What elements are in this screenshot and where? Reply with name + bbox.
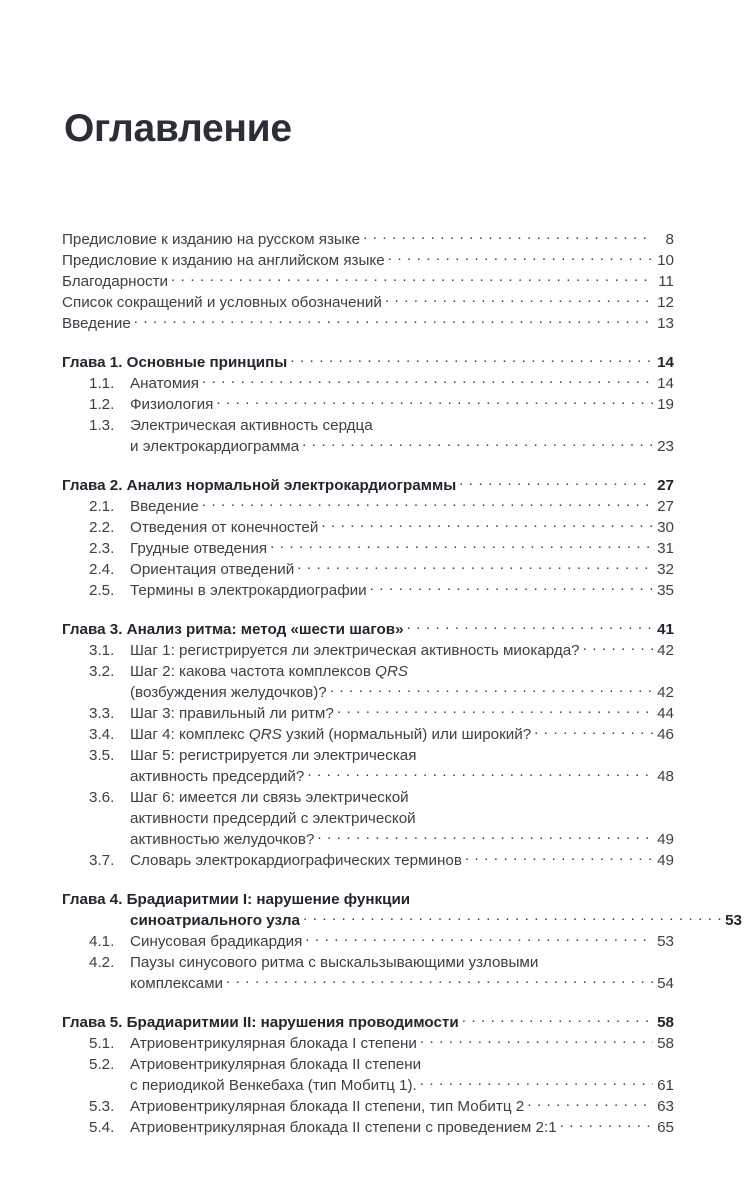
entry-number: 3.4.	[89, 726, 115, 743]
toc-entry[interactable]	[62, 517, 674, 538]
toc-entry[interactable]	[62, 1054, 674, 1075]
chapter-block	[62, 1012, 674, 1138]
dot-leader	[459, 475, 653, 490]
entry-number: 2.2.	[89, 519, 115, 536]
toc-entry[interactable]	[62, 580, 674, 601]
dot-leader	[527, 1096, 653, 1111]
entry-title: Список сокращений и условных обозначений	[62, 294, 382, 311]
dot-leader	[303, 910, 721, 925]
dot-leader	[370, 580, 653, 595]
toc-entry[interactable]	[62, 373, 674, 394]
entry-title: Шаг 5: регистрируется ли электрическая	[130, 747, 417, 764]
page-number[interactable]: 41	[657, 621, 674, 638]
entry-title: (возбуждения желудочков)?	[130, 684, 327, 701]
entry-number: 2.1.	[89, 498, 115, 515]
entry-number: 3.7.	[89, 852, 115, 869]
entry-number: 2.5.	[89, 582, 115, 599]
entry-title: и электрокардиограмма	[130, 438, 300, 455]
page-number[interactable]: 65	[657, 1119, 674, 1136]
page-number[interactable]: 61	[657, 1077, 674, 1094]
page-number[interactable]: 49	[657, 831, 674, 848]
entry-number: 5.4.	[89, 1119, 115, 1136]
dot-leader	[290, 352, 653, 367]
page-number[interactable]: 14	[657, 354, 674, 371]
entry-title: Атриовентрикулярная блокада I степени	[130, 1035, 417, 1052]
chapter-title-line[interactable]	[62, 1012, 674, 1033]
entry-title: Шаг 1: регистрируется ли электрическая активность миокарда?	[130, 642, 580, 659]
entry-title: Анатомия	[130, 375, 200, 392]
entry-number: 5.2.	[89, 1056, 115, 1073]
entry-title: активность предсердий?	[130, 768, 305, 785]
entry-number: 1.3.	[89, 417, 115, 434]
entry-title: Введение	[62, 315, 131, 332]
dot-leader	[388, 250, 653, 265]
entry-title: Атриовентрикулярная блокада II степени	[130, 1056, 422, 1073]
chapter-block	[62, 889, 742, 994]
page-number[interactable]: 54	[657, 975, 674, 992]
dot-leader	[385, 292, 653, 307]
dot-leader	[330, 682, 653, 697]
page-number[interactable]: 53	[725, 912, 742, 929]
entry-title: Грудные отведения	[130, 540, 268, 557]
chapter-block	[62, 475, 674, 601]
entry-title: Шаг 2: какова частота комплексов QRS	[130, 663, 409, 680]
toc-entry[interactable]	[62, 640, 674, 661]
toc-entry[interactable]	[62, 703, 674, 724]
chapter-title: Глава 5. Брадиаритмии II: нарушения проводимости	[62, 1014, 459, 1031]
chapter-title: синоатриального узла	[130, 912, 300, 929]
front-matter-list	[62, 229, 674, 334]
entry-number: 3.6.	[89, 789, 115, 806]
page-number[interactable]: 32	[657, 561, 674, 578]
toc-entry[interactable]	[62, 415, 674, 436]
chapter-title-line[interactable]	[62, 475, 674, 496]
page-number[interactable]: 42	[657, 642, 674, 659]
page-number[interactable]: 42	[657, 684, 674, 701]
dot-leader	[420, 1075, 653, 1090]
page-number[interactable]: 19	[657, 396, 674, 413]
toc-entry[interactable]	[62, 724, 674, 745]
page-number[interactable]: 13	[657, 315, 674, 332]
dot-leader	[560, 1117, 653, 1132]
entry-number: 1.2.	[89, 396, 115, 413]
page-number[interactable]: 49	[657, 852, 674, 869]
chapter-list	[62, 352, 742, 1138]
page-number[interactable]: 8	[665, 231, 674, 248]
entry-title: Термины в электрокардиографии	[130, 582, 367, 599]
chapter-title-continuation[interactable]	[62, 910, 742, 931]
page-number[interactable]: 27	[657, 477, 674, 494]
toc-entry-front[interactable]	[62, 229, 674, 250]
entry-title: Физиология	[130, 396, 214, 413]
page-number[interactable]: 44	[657, 705, 674, 722]
dot-leader	[270, 538, 653, 553]
entry-number: 2.3.	[89, 540, 115, 557]
entry-title: Отведения от конечностей	[130, 519, 319, 536]
toc-entry-continuation[interactable]	[62, 682, 674, 703]
toc-entry[interactable]	[62, 1096, 674, 1117]
dot-leader	[202, 496, 653, 511]
toc-entry[interactable]	[62, 661, 674, 682]
entry-title: Атриовентрикулярная блокада II степени, тип Мобитц 2	[130, 1098, 525, 1115]
dot-leader	[171, 271, 653, 286]
entry-title: Предисловие к изданию на русском языке	[62, 231, 361, 248]
dot-leader	[134, 313, 653, 328]
page-number[interactable]: 23	[657, 438, 674, 455]
italic-term: QRS	[375, 663, 409, 680]
chapter-title-line[interactable]	[62, 619, 674, 640]
entry-title: активности предсердий с электрической	[130, 810, 416, 827]
page-number[interactable]: 58	[657, 1035, 674, 1052]
page-number[interactable]: 48	[657, 768, 674, 785]
chapter-block	[62, 352, 674, 457]
entry-title: Ориентация отведений	[130, 561, 295, 578]
dot-leader	[337, 703, 653, 718]
toc-entry-continuation[interactable]	[62, 829, 674, 850]
dot-leader	[407, 619, 653, 634]
page-number[interactable]: 11	[658, 273, 674, 290]
page-title: Оглавление	[64, 107, 292, 150]
toc-entry[interactable]	[62, 559, 674, 580]
entry-number: 1.1.	[89, 375, 115, 392]
page-number[interactable]: 46	[657, 726, 674, 743]
chapter-title: Глава 3. Анализ ритма: метод «шести шагов»	[62, 621, 404, 638]
entry-title: Введение	[130, 498, 199, 515]
toc-entry-continuation[interactable]	[62, 1075, 674, 1096]
entry-title: комплексами	[130, 975, 224, 992]
chapter-title-line[interactable]	[62, 889, 674, 910]
toc-entry-front[interactable]	[62, 271, 674, 292]
toc-entry[interactable]	[62, 496, 674, 517]
table-of-contents	[62, 229, 742, 1138]
page-number[interactable]: 35	[657, 582, 674, 599]
toc-entry[interactable]	[62, 787, 674, 808]
entry-number: 3.3.	[89, 705, 115, 722]
chapter-title: Глава 2. Анализ нормальной электрокардиограммы	[62, 477, 457, 494]
toc-entry-front[interactable]	[62, 250, 674, 271]
entry-number: 5.1.	[89, 1035, 115, 1052]
toc-entry[interactable]	[62, 538, 674, 559]
toc-entry-continuation[interactable]	[62, 436, 674, 457]
toc-entry[interactable]	[62, 931, 674, 952]
dot-leader	[321, 517, 653, 532]
page-number[interactable]: 12	[657, 294, 674, 311]
toc-entry[interactable]	[62, 394, 674, 415]
entry-number: 4.1.	[89, 933, 115, 950]
dot-leader	[202, 373, 653, 388]
entry-title: с периодикой Венкебаха (тип Мобитц 1).	[130, 1077, 417, 1094]
entry-title: Паузы синусового ритма с выскальзывающими узловыми	[130, 954, 539, 971]
toc-entry-front[interactable]	[62, 313, 674, 334]
page-number[interactable]: 10	[657, 252, 674, 269]
entry-number: 3.5.	[89, 747, 115, 764]
toc-entry-continuation[interactable]	[62, 808, 674, 829]
dot-leader	[226, 973, 653, 988]
page-number[interactable]: 30	[657, 519, 674, 536]
chapter-title-line[interactable]	[62, 352, 674, 373]
toc-entry-continuation[interactable]	[62, 973, 674, 994]
toc-entry[interactable]	[62, 1033, 674, 1054]
chapter-title: Глава 1. Основные принципы	[62, 354, 288, 371]
toc-entry[interactable]	[62, 850, 674, 871]
entry-number: 3.1.	[89, 642, 115, 659]
entry-title: Электрическая активность сердца	[130, 417, 373, 434]
entry-title: Атриовентрикулярная блокада II степени с проведением 2:1	[130, 1119, 557, 1136]
dot-leader	[302, 436, 653, 451]
entry-title: Благодарности	[62, 273, 169, 290]
toc-entry-continuation[interactable]	[62, 766, 674, 787]
toc-entry[interactable]	[62, 952, 674, 973]
entry-title: Словарь электрокардиографических терминов	[130, 852, 462, 869]
page-number[interactable]: 31	[657, 540, 674, 557]
toc-entry[interactable]	[62, 1117, 674, 1138]
page-number[interactable]: 14	[657, 375, 674, 392]
dot-leader	[420, 1033, 653, 1048]
entry-number: 5.3.	[89, 1098, 115, 1115]
entry-title: Шаг 3: правильный ли ритм?	[130, 705, 334, 722]
page-number[interactable]: 58	[657, 1014, 674, 1031]
entry-number: 4.2.	[89, 954, 115, 971]
entry-title: Шаг 4: комплекс QRS узкий (нормальный) или широкий?	[130, 726, 532, 743]
toc-entry[interactable]	[62, 745, 674, 766]
entry-title: Шаг 6: имеется ли связь электрической	[130, 789, 409, 806]
dot-leader	[216, 394, 653, 409]
page-number[interactable]: 63	[657, 1098, 674, 1115]
page-number[interactable]: 27	[657, 498, 674, 515]
dot-leader	[297, 559, 653, 574]
dot-leader	[465, 850, 653, 865]
page-number[interactable]: 53	[657, 933, 674, 950]
toc-entry-front[interactable]	[62, 292, 674, 313]
dot-leader	[583, 640, 653, 655]
dot-leader	[462, 1012, 653, 1027]
dot-leader	[363, 229, 653, 244]
entry-title: Синусовая брадикардия	[130, 933, 303, 950]
dot-leader	[534, 724, 653, 739]
entry-number: 2.4.	[89, 561, 115, 578]
entry-number: 3.2.	[89, 663, 115, 680]
italic-term: QRS	[248, 726, 282, 743]
entry-title: Предисловие к изданию на английском языке	[62, 252, 385, 269]
chapter-block	[62, 619, 674, 871]
dot-leader	[305, 931, 653, 946]
chapter-title: Глава 4. Брадиаритмии I: нарушение функции	[62, 891, 411, 908]
dot-leader	[307, 766, 653, 781]
entry-title: активностью желудочков?	[130, 831, 315, 848]
dot-leader	[317, 829, 653, 844]
